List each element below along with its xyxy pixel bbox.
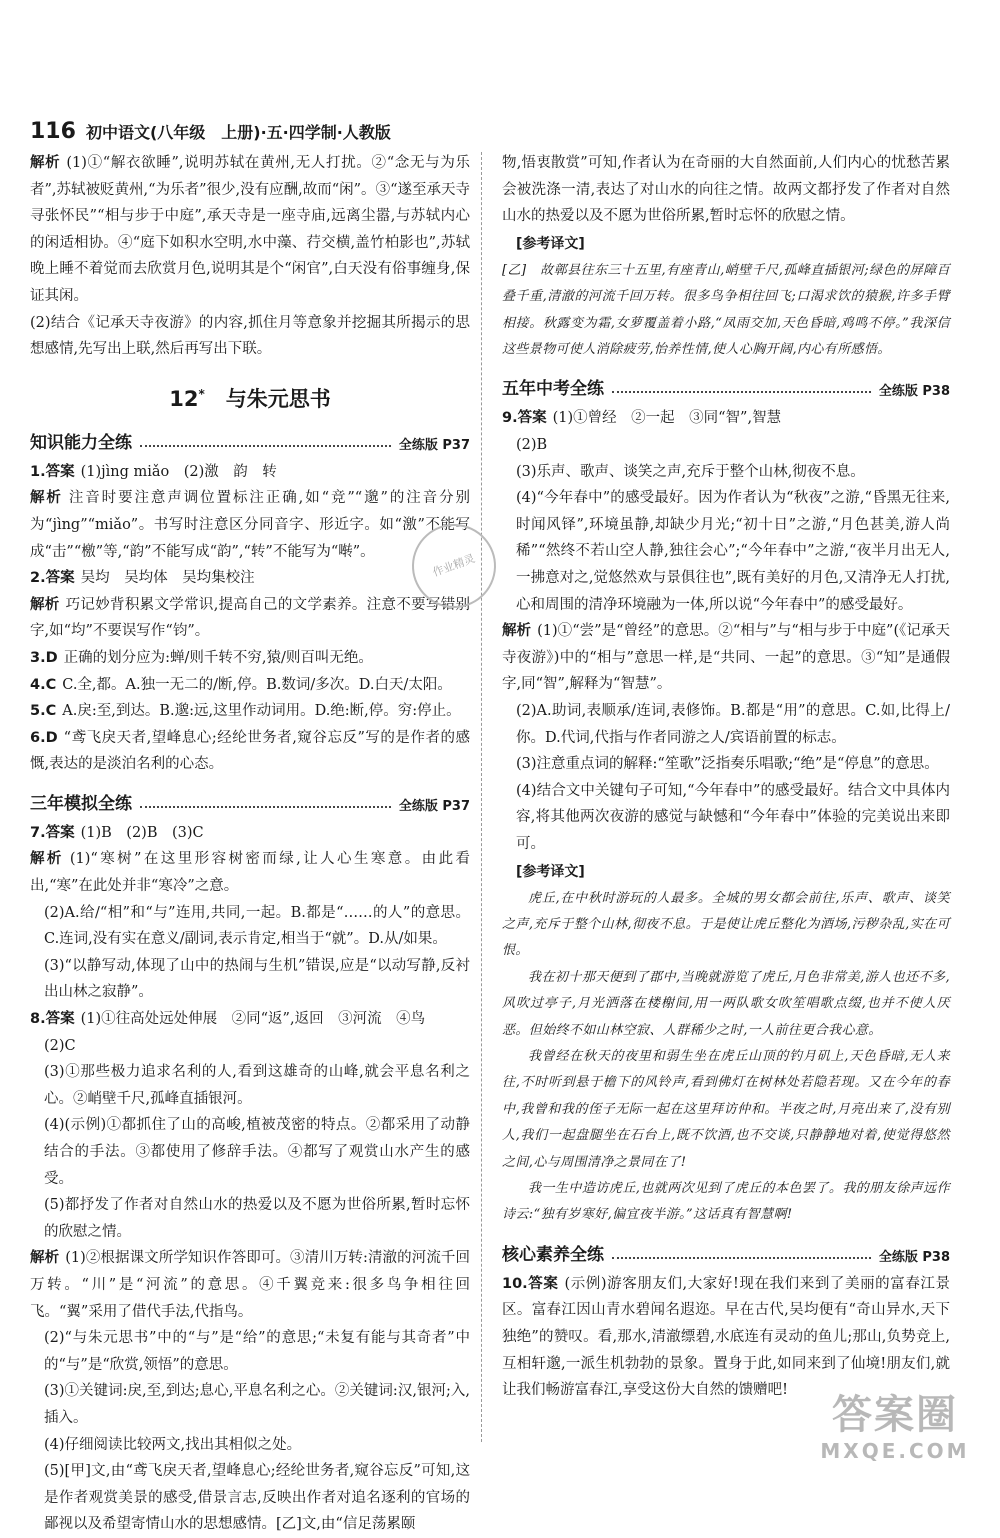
answer-item: (2)A.助词,表顺承/连词,表修饰。B.都是“用”的意思。C.如,比得上/你。D.代词,代指与作者同游之人/宾语前置的标志。 (516, 702, 950, 746)
answer-item: 6.D “鸢飞戾天者,望峰息心;经纶世务者,窥谷忘反”写的是作者的感慨,表达的是淡泊名利的心态。 (30, 729, 470, 773)
answer-item: (4)结合文中关键句子可知,“今年春中”的感受最好。结合文中具体内容,将其他两次夜游的感觉与缺憾和“今年春中”体验的完美说出来即可。 (516, 782, 950, 852)
answer-item: (5)都抒发了作者对自然山水的热爱以及不愿为世俗所累,暂时忘怀的欣慰之情。 (44, 1197, 470, 1240)
section-header-zhishi: 知识能力全练 全练版 P37 (30, 432, 470, 453)
answer-item: 1.答案 (1)jìng miǎo (2)激 韵 转 (30, 463, 277, 480)
translation-tag: [参考译文] (516, 863, 585, 880)
section-header-sannian: 三年模拟全练 全练版 P37 (30, 793, 470, 814)
watermark-logo: 答案圈 MXQE.COM (820, 1392, 970, 1463)
answer-item: 2.答案 吴均 吴均体 吴均集校注 (30, 570, 255, 587)
answer-item: 10.答案 (示例)游客朋友们,大家好!现在我们来到了美丽的富春江景区。富春江因山青水碧闻名遐迩。早在古代,吴均便有“奇山异水,天下独绝”的赞叹。看,那水,清澈缥碧,水底连有灵动的鱼儿;那山,负势竞上,互相轩邈,一派生机勃勃的景象。置身于此,如同来到了仙境!朋友们,就让我们畅游富春江,享受这份大自然的馈赠吧! (502, 1275, 951, 1399)
answer-list (502, 405, 950, 857)
translation-tag: [参考译文] (516, 235, 585, 252)
answer-item: 3.D 正确的划分应为:蝉/则千转不穷,猿/则百叫无绝。 (30, 649, 373, 666)
answer-item: (4)仔细阅读比较两文,找出其相似之处。 (44, 1436, 302, 1453)
lesson-title: 12* 与朱元思书 (169, 386, 331, 411)
translation-paragraph: 我曾经在秋天的夜里和弱生坐在虎丘山顶的钓月矶上,天色昏暗,无人来往,不时听到悬于檐下的风铃声,看到佛灯在树林处若隐若现。又在今年的春中,我曾和我的侄子无际一起在这里拜访仲和。半夜之时,月亮出来了,没有别人,我们一起盘腿坐在石台上,既不饮酒,也不交谈,只静静地对着,使觉得悠然之间,心与周围清净之景同在了! (502, 1048, 950, 1170)
answer-item: (2)“与朱元思书”中的“与”是“给”的意思;“未复有能与其奇者”中的“与”是“欣赏,领悟”的意思。 (44, 1330, 470, 1373)
answer-item: (4)(示例)①都抓住了山的高峻,植被茂密的特点。②都采用了动静结合的手法。③都使用了修辞手法。④都写了观赏山水产生的感受。 (44, 1117, 470, 1187)
stamp-logo: 作业精灵 (400, 512, 508, 620)
answer-item: 解析 巧记妙背积累文学常识,提高自己的文学素养。注意不要写错别字,如“均”不要误写作“钧”。 (30, 596, 471, 640)
answer-item: 4.C C.全,都。A.独一无二的/断,停。B.数词/多次。D.白天/太阳。 (30, 676, 452, 693)
answer-item: 解析 (1)“寒树”在这里形容树密而绿,让人心生寒意。由此看出,“寒”在此处并非“寒冷”之意。 (30, 851, 470, 895)
translation-text: [乙] 故鄣县往东三十五里,有座青山,峭壁千尺,孤峰直插银河;绿色的屏障百叠千重,清澈的河流千回万转。很多鸟争相往回飞;口渴求饮的猿猴,许多手臂相接。秋露变为霜,女萝覆盖着小路,“凤雨交加,天色昏暗,鸡鸣不停。”我深信这些景物可使人消除疲劳,怡养性情,使人心胸开阔,内心有所感悟。 (502, 262, 950, 357)
answer-item: (2)B (516, 437, 548, 453)
answer-item: (5)[甲]文,由“鸢飞戾天者,望峰息心;经纶世务者,窥谷忘反”可知,这是作者观赏美景的感受,借景言志,反映出作者对追名逐利的官场的鄙视以及希望寄情山水的思想感情。[乙]文,由“信足荡累颐 (44, 1463, 470, 1533)
answer-item: (2)C (44, 1037, 76, 1054)
answer-item: (3)“以静写动,体现了山中的热闹与生机”错误,应是“以动写静,反衬出山林之寂静”。 (44, 957, 470, 1001)
answer-item: 7.答案 (1)B (2)B (3)C (30, 824, 204, 841)
answer-list (30, 459, 470, 778)
answer-item: (3)①关键词:戾,至,到达;息心,平息名利之心。②关键词:汉,银河;入,插入。 (44, 1383, 470, 1426)
answer-list (30, 820, 470, 1538)
book-title: 初中语文(八年级 上册)·五·四学制·人教版 (85, 122, 391, 142)
answer-item: 8.答案 (1)①往高处远处伸展 ②同“返”,返回 ③河流 ④鸟 (30, 1011, 426, 1028)
answer-item: (3)乐声、歌声、谈笑之声,充斥于整个山林,彻夜不息。 (516, 463, 865, 480)
answer-item: (3)注意重点词的解释:“笙歌”泛指奏乐唱歌;“绝”是“停息”的意思。 (516, 756, 939, 773)
column-divider (481, 152, 482, 1442)
answer-paragraph: (2)结合《记承天寺夜游》的内容,抓住月等意象并挖掘其所揭示的思想感情,先写出上联,然后再写出下联。 (30, 314, 470, 358)
answer-item: 解析 (1)①“尝”是“曾经”的意思。②“相与”与“相与步于中庭”(《记承天寺夜游》)中的“相与”意思一样,是“共同、一起”的意思。③“知”是通假字,同“智”,解释为“智慧”。 (502, 623, 950, 693)
answer-item: (4)“今年春中”的感受最好。因为作者认为“秋夜”之游,“昏黑无往来,时闻风铎”,环境虽静,却缺少月光;“初十日”之游,“月色甚美,游人尚稀”“然终不若山空人静,独往会心”;“今年春中”之游,“夜半月出无人,一拂意对之,觉悠然欢与景俱往也”,既有美好的月色,又清净无人打扰,心和周围的清净环境融为一体,所以说“今年春中”的感受最好。 (516, 490, 950, 613)
answer-item: 9.答案 (1)①曾经 ②一起 ③同“智”,智慧 (502, 410, 782, 427)
answer-item: 解析 (1)②根据课文所学知识作答即可。③清川万转:清澈的河流千回万转。“川”是“河流”的意思。④千翼竞来:很多鸟争相往回飞。“翼”采用了借代手法,代指鸟。 (30, 1250, 470, 1320)
answer-item: (2)A.给/“相”和“与”连用,共同,一起。B.都是“……的人”的意思。C.连词,没有实在意义/副词,表示肯定,相当于“就”。D.从/如果。 (44, 904, 470, 948)
section-header-hexin: 核心素养全练 全练版 P38 (502, 1244, 950, 1265)
answer-item: 解析 注音时要注意声调位置标注正确,如“竞”“邈”的注音分别为“jìng”“miǎo”。书写时注意区分同音字、形近字。如“激”不能写成“击”“檄”等,“韵”不能写成“韵”,“转”不能写为“啭”。 (30, 490, 471, 560)
translation-paragraph: 虎丘,在中秋时游玩的人最多。全城的男女都会前往,乐声、歌声、谈笑之声,充斥于整个山林,彻夜不息。于是使让虎丘整化为酒场,污秽杂乱,实在可恨。 (502, 890, 950, 959)
page-header (30, 116, 970, 146)
left-column (30, 150, 470, 1538)
translation-paragraph: 我在初十那天便到了郡中,当晚就游览了虎丘,月色非常美,游人也还不多,风吹过亭子,月光洒落在楼榭间,用一两队歌女吹笙唱歌点缀,也并不使人厌恶。但始终不如山林空寂、人群稀少之时,一人前往更合我心意。 (502, 969, 950, 1038)
answer-item: (3)①那些极力追求名利的人,看到这雄奇的山峰,就会平息名利之心。②峭壁千尺,孤峰直插银河。 (44, 1064, 470, 1107)
answer-paragraph: 解析 (1)①“解衣欲睡”,说明苏轼在黄州,无人打扰。②“念无与为乐者”,苏轼被贬黄州,“为乐者”很少,没有应酬,故而“闲”。③“遂至承天寺寻张怀民”“相与步于中庭”,承天寺是一座寺庙,远离尘嚣,与苏轼内心的闲适相协。④“庭下如积水空明,水中藻、荇交横,盖竹柏影也”,苏轼晚上睡不着觉而去欣赏月色,说明其是个“闲官”,白天没有俗事缠身,保证其闲。 (30, 155, 471, 304)
answer-list (502, 1271, 950, 1404)
translation-paragraph: 我一生中造访虎丘,也就两次见到了虎丘的本色罢了。我的朋友徐声远作诗云:“独有岁寒好,偏宜夜半游。”这话真有智慧啊! (502, 1180, 950, 1223)
right-column (502, 150, 950, 1404)
translation-text (502, 886, 950, 1229)
answer-item: 5.C A.戾:至,到达。B.邈:远,这里作动词用。D.绝:断,停。穷:停止。 (30, 703, 461, 720)
page-number: 116 (30, 118, 76, 144)
section-header-wunian: 五年中考全练 全练版 P38 (502, 379, 950, 400)
answer-paragraph: 物,悟衷散赏”可知,作者认为在奇丽的大自然面前,人们内心的忧愁苦累会被洗涤一清,表达了对山水的向往之情。故两文都抒发了作者对自然山水的热爱以及不愿为世俗所累,暂时忘怀的欣慰之情。 (502, 155, 950, 225)
